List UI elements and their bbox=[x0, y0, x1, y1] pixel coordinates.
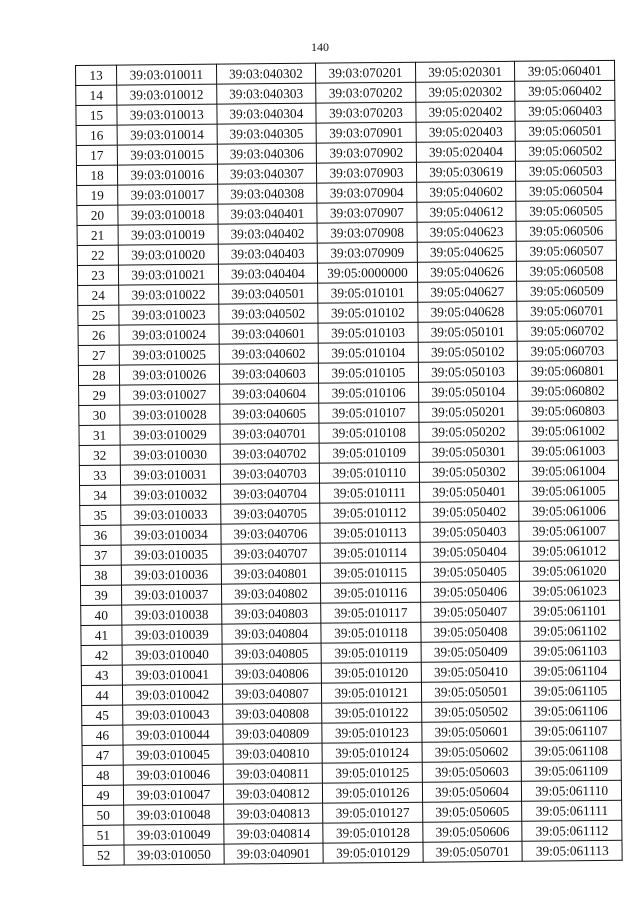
cadastral-number-cell: 39:03:010046 bbox=[123, 764, 223, 785]
cadastral-number-cell: 39:05:061103 bbox=[520, 640, 620, 661]
cadastral-number-cell: 39:03:010022 bbox=[119, 284, 219, 305]
cadastral-number-cell: 39:05:010108 bbox=[319, 422, 419, 443]
cadastral-number-cell: 39:05:061002 bbox=[518, 420, 618, 441]
row-number: 41 bbox=[81, 625, 122, 645]
cadastral-number-cell: 39:03:040813 bbox=[223, 803, 323, 824]
cadastral-number-cell: 39:05:050501 bbox=[421, 681, 521, 702]
cadastral-number-cell: 39:03:040305 bbox=[217, 123, 317, 144]
cadastral-number-cell: 39:03:040704 bbox=[220, 483, 320, 504]
cadastral-number-cell: 39:03:010024 bbox=[119, 324, 219, 345]
cadastral-number-cell: 39:03:010013 bbox=[117, 104, 217, 125]
cadastral-number-cell: 39:05:010129 bbox=[323, 842, 423, 863]
cadastral-number-cell: 39:03:070202 bbox=[316, 82, 416, 103]
row-number: 20 bbox=[77, 205, 118, 225]
cadastral-number-cell: 39:05:010118 bbox=[321, 622, 421, 643]
cadastral-number-cell: 39:05:010112 bbox=[320, 502, 420, 523]
cadastral-number-cell: 39:05:060509 bbox=[517, 280, 617, 301]
cadastral-number-cell: 39:03:040703 bbox=[220, 463, 320, 484]
cadastral-number-cell: 39:05:040628 bbox=[418, 301, 518, 322]
cadastral-number-cell: 39:03:040404 bbox=[218, 263, 318, 284]
row-number: 51 bbox=[83, 825, 124, 845]
cadastral-number-cell: 39:05:061109 bbox=[522, 760, 622, 781]
cadastral-number-cell: 39:05:0000000 bbox=[318, 262, 418, 283]
cadastral-number-cell: 39:03:010012 bbox=[117, 84, 217, 105]
cadastral-number-cell: 39:05:050102 bbox=[418, 341, 518, 362]
cadastral-number-cell: 39:03:010014 bbox=[117, 124, 217, 145]
row-number: 39 bbox=[80, 585, 121, 605]
row-number: 22 bbox=[77, 245, 118, 265]
row-number: 19 bbox=[77, 185, 118, 205]
cadastral-number-cell: 39:05:061105 bbox=[521, 680, 621, 701]
cadastral-number-cell: 39:05:061106 bbox=[521, 700, 621, 721]
row-number: 31 bbox=[79, 425, 120, 445]
cadastral-number-cell: 39:03:010035 bbox=[121, 544, 221, 565]
cadastral-number-cell: 39:05:050502 bbox=[421, 701, 521, 722]
row-number: 26 bbox=[78, 325, 119, 345]
cadastral-number-cell: 39:03:010015 bbox=[117, 144, 217, 165]
cadastral-number-cell: 39:03:040303 bbox=[216, 83, 316, 104]
row-number: 28 bbox=[78, 365, 119, 385]
cadastral-number-cell: 39:05:060401 bbox=[515, 60, 615, 81]
cadastral-number-cell: 39:05:050406 bbox=[420, 581, 520, 602]
cadastral-number-cell: 39:03:070904 bbox=[317, 182, 417, 203]
cadastral-number-cell: 39:05:050404 bbox=[420, 541, 520, 562]
cadastral-number-cell: 39:03:070909 bbox=[317, 242, 417, 263]
cadastral-number-cell: 39:03:040806 bbox=[222, 663, 322, 684]
row-number: 33 bbox=[79, 465, 120, 485]
cadastral-number-cell: 39:05:061012 bbox=[519, 540, 619, 561]
cadastral-number-cell: 39:05:010127 bbox=[323, 802, 423, 823]
cadastral-number-cell: 39:03:040705 bbox=[220, 503, 320, 524]
cadastral-number-cell: 39:05:040623 bbox=[417, 221, 517, 242]
cadastral-number-cell: 39:03:010016 bbox=[117, 164, 217, 185]
cadastral-number-cell: 39:05:010101 bbox=[318, 282, 418, 303]
cadastral-number-cell: 39:03:040501 bbox=[218, 283, 318, 304]
cadastral-number-cell: 39:05:010116 bbox=[321, 582, 421, 603]
cadastral-number-cell: 39:05:010107 bbox=[319, 402, 419, 423]
cadastral-number-cell: 39:05:060402 bbox=[515, 80, 615, 101]
cadastral-number-cell: 39:03:010029 bbox=[120, 424, 220, 445]
cadastral-number-cell: 39:03:010021 bbox=[118, 264, 218, 285]
cadastral-number-cell: 39:03:040701 bbox=[220, 423, 320, 444]
row-number: 14 bbox=[76, 85, 117, 105]
cadastral-number-cell: 39:05:010102 bbox=[318, 302, 418, 323]
cadastral-number-cell: 39:03:040802 bbox=[221, 583, 321, 604]
cadastral-number-cell: 39:03:040811 bbox=[223, 763, 323, 784]
cadastral-number-cell: 39:05:061006 bbox=[519, 500, 619, 521]
cadastral-number-cell: 39:05:050101 bbox=[418, 321, 518, 342]
cadastral-number-cell: 39:05:060701 bbox=[517, 300, 617, 321]
cadastral-number-cell: 39:05:050302 bbox=[419, 461, 519, 482]
cadastral-number-cell: 39:05:010119 bbox=[321, 642, 421, 663]
cadastral-number-cell: 39:03:040804 bbox=[221, 623, 321, 644]
cadastral-number-cell: 39:05:061108 bbox=[521, 740, 621, 761]
row-number: 42 bbox=[81, 645, 122, 665]
cadastral-number-cell: 39:05:010109 bbox=[319, 442, 419, 463]
page-number: 140 bbox=[311, 40, 329, 54]
cadastral-number-cell: 39:03:040302 bbox=[216, 63, 316, 84]
cadastral-number-cell: 39:03:010037 bbox=[121, 584, 221, 605]
row-number: 48 bbox=[82, 765, 123, 785]
cadastral-number-cell: 39:03:010039 bbox=[122, 624, 222, 645]
cadastral-number-cell: 39:03:010032 bbox=[121, 484, 221, 505]
cadastral-number-cell: 39:05:040625 bbox=[417, 241, 517, 262]
cadastral-number-cell: 39:03:010017 bbox=[118, 184, 218, 205]
cadastral-number-cell: 39:05:050403 bbox=[420, 521, 520, 542]
cadastral-number-cell: 39:03:010040 bbox=[122, 644, 222, 665]
cadastral-number-cell: 39:05:060801 bbox=[518, 360, 618, 381]
cadastral-number-cell: 39:03:040805 bbox=[222, 643, 322, 664]
cadastral-number-cell: 39:05:010128 bbox=[323, 822, 423, 843]
cadastral-number-cell: 39:03:010025 bbox=[119, 344, 219, 365]
cadastral-number-cell: 39:05:060802 bbox=[518, 380, 618, 401]
cadastral-number-cell: 39:05:050103 bbox=[418, 361, 518, 382]
cadastral-number-cell: 39:05:060502 bbox=[516, 140, 616, 161]
cadastral-number-cell: 39:05:061005 bbox=[519, 480, 619, 501]
cadastral-number-cell: 39:05:020403 bbox=[416, 121, 516, 142]
cadastral-number-cell: 39:03:040402 bbox=[218, 223, 318, 244]
row-number: 40 bbox=[81, 605, 122, 625]
cadastral-number-cell: 39:05:050603 bbox=[422, 761, 522, 782]
cadastral-number-cell: 39:03:040602 bbox=[219, 343, 319, 364]
row-number: 30 bbox=[79, 405, 120, 425]
cadastral-number-cell: 39:05:061102 bbox=[520, 620, 620, 641]
cadastral-number-cell: 39:05:020302 bbox=[415, 81, 515, 102]
cadastral-number-cell: 39:05:010111 bbox=[320, 482, 420, 503]
cadastral-number-cell: 39:05:061113 bbox=[522, 840, 622, 861]
cadastral-number-cell: 39:03:040809 bbox=[222, 723, 322, 744]
cadastral-number-cell: 39:05:010113 bbox=[320, 522, 420, 543]
cadastral-number-cell: 39:05:050201 bbox=[419, 401, 519, 422]
row-number: 46 bbox=[82, 725, 123, 745]
cadastral-number-cell: 39:05:061107 bbox=[521, 720, 621, 741]
cadastral-number-cell: 39:05:061101 bbox=[520, 600, 620, 621]
cadastral-number-cell: 39:05:010125 bbox=[322, 762, 422, 783]
row-number: 47 bbox=[82, 745, 123, 765]
cadastral-number-cell: 39:03:010042 bbox=[122, 684, 222, 705]
row-number: 38 bbox=[80, 565, 121, 585]
row-number: 15 bbox=[76, 105, 117, 125]
row-number: 24 bbox=[78, 285, 119, 305]
cadastral-number-cell: 39:03:010034 bbox=[121, 524, 221, 545]
cadastral-number-cell: 39:05:010110 bbox=[320, 462, 420, 483]
cadastral-number-cell: 39:05:050410 bbox=[421, 661, 521, 682]
cadastral-number-cell: 39:05:060703 bbox=[518, 340, 618, 361]
row-number: 35 bbox=[80, 505, 121, 525]
cadastral-number-cell: 39:05:060504 bbox=[516, 180, 616, 201]
cadastral-number-cell: 39:03:040604 bbox=[219, 383, 319, 404]
cadastral-number-cell: 39:03:010050 bbox=[124, 844, 224, 865]
row-number: 29 bbox=[79, 385, 120, 405]
cadastral-quarters-table bbox=[75, 60, 623, 866]
row-number: 44 bbox=[81, 685, 122, 705]
row-number: 34 bbox=[80, 485, 121, 505]
cadastral-number-cell: 39:05:061007 bbox=[519, 520, 619, 541]
cadastral-number-cell: 39:03:010048 bbox=[124, 804, 224, 825]
table-body bbox=[76, 60, 623, 865]
cadastral-number-cell: 39:05:040627 bbox=[417, 281, 517, 302]
cadastral-number-cell: 39:05:040626 bbox=[417, 261, 517, 282]
cadastral-number-cell: 39:03:040808 bbox=[222, 703, 322, 724]
cadastral-number-cell: 39:05:010121 bbox=[322, 682, 422, 703]
row-number: 23 bbox=[77, 265, 118, 285]
cadastral-number-cell: 39:03:010043 bbox=[123, 704, 223, 725]
row-number: 36 bbox=[80, 525, 121, 545]
cadastral-number-cell: 39:03:010020 bbox=[118, 244, 218, 265]
cadastral-number-cell: 39:05:061112 bbox=[522, 820, 622, 841]
cadastral-number-cell: 39:03:070201 bbox=[316, 62, 416, 83]
cadastral-number-cell: 39:03:010047 bbox=[123, 784, 223, 805]
row-number: 49 bbox=[82, 785, 123, 805]
cadastral-number-cell: 39:05:060403 bbox=[515, 100, 615, 121]
cadastral-number-cell: 39:05:050606 bbox=[423, 821, 523, 842]
cadastral-number-cell: 39:05:050408 bbox=[421, 621, 521, 642]
cadastral-number-cell: 39:03:010031 bbox=[120, 464, 220, 485]
cadastral-number-cell: 39:03:040304 bbox=[216, 103, 316, 124]
cadastral-number-cell: 39:03:040502 bbox=[218, 303, 318, 324]
cadastral-number-cell: 39:03:040401 bbox=[217, 203, 317, 224]
cadastral-number-cell: 39:05:061110 bbox=[522, 780, 622, 801]
cadastral-number-cell: 39:03:040601 bbox=[219, 323, 319, 344]
row-number: 13 bbox=[76, 65, 117, 85]
cadastral-number-cell: 39:05:050402 bbox=[419, 501, 519, 522]
cadastral-number-cell: 39:03:070901 bbox=[316, 122, 416, 143]
cadastral-number-cell: 39:05:050605 bbox=[422, 801, 522, 822]
cadastral-number-cell: 39:05:010103 bbox=[318, 322, 418, 343]
cadastral-number-cell: 39:03:010038 bbox=[122, 604, 222, 625]
cadastral-number-cell: 39:05:060702 bbox=[517, 320, 617, 341]
cadastral-number-cell: 39:03:040403 bbox=[218, 243, 318, 264]
cadastral-number-cell: 39:05:061111 bbox=[522, 800, 622, 821]
cadastral-number-cell: 39:05:061004 bbox=[519, 460, 619, 481]
row-number: 17 bbox=[76, 145, 117, 165]
cadastral-number-cell: 39:03:040901 bbox=[224, 843, 324, 864]
cadastral-number-cell: 39:05:050601 bbox=[422, 721, 522, 742]
cadastral-number-cell: 39:03:010011 bbox=[117, 64, 217, 85]
cadastral-number-cell: 39:05:050405 bbox=[420, 561, 520, 582]
cadastral-number-cell: 39:03:010030 bbox=[120, 444, 220, 465]
row-number: 50 bbox=[83, 805, 124, 825]
cadastral-number-cell: 39:03:040801 bbox=[221, 563, 321, 584]
cadastral-number-cell: 39:05:060505 bbox=[516, 200, 616, 221]
row-number: 43 bbox=[81, 665, 122, 685]
cadastral-number-cell: 39:03:010028 bbox=[120, 404, 220, 425]
cadastral-number-cell: 39:05:050202 bbox=[419, 421, 519, 442]
cadastral-number-cell: 39:05:050604 bbox=[422, 781, 522, 802]
cadastral-number-cell: 39:03:040702 bbox=[220, 443, 320, 464]
cadastral-number-cell: 39:05:010124 bbox=[322, 742, 422, 763]
cadastral-number-cell: 39:03:040307 bbox=[217, 163, 317, 184]
cadastral-number-cell: 39:05:060508 bbox=[517, 260, 617, 281]
cadastral-number-cell: 39:03:040807 bbox=[222, 683, 322, 704]
cadastral-number-cell: 39:05:050602 bbox=[422, 741, 522, 762]
cadastral-number-cell: 39:05:050409 bbox=[421, 641, 521, 662]
cadastral-number-cell: 39:05:020404 bbox=[416, 141, 516, 162]
cadastral-number-cell: 39:03:040308 bbox=[217, 183, 317, 204]
cadastral-number-cell: 39:03:010041 bbox=[122, 664, 222, 685]
cadastral-number-cell: 39:05:020301 bbox=[415, 61, 515, 82]
cadastral-number-cell: 39:05:010123 bbox=[322, 722, 422, 743]
row-number: 52 bbox=[83, 845, 124, 865]
cadastral-number-cell: 39:03:070902 bbox=[316, 142, 416, 163]
cadastral-number-cell: 39:03:010026 bbox=[119, 364, 219, 385]
cadastral-number-cell: 39:03:040803 bbox=[221, 603, 321, 624]
cadastral-number-cell: 39:05:060503 bbox=[516, 160, 616, 181]
cadastral-number-cell: 39:03:010018 bbox=[118, 204, 218, 225]
cadastral-number-cell: 39:03:070903 bbox=[317, 162, 417, 183]
cadastral-number-cell: 39:05:030619 bbox=[416, 161, 516, 182]
cadastral-number-cell: 39:05:060501 bbox=[515, 120, 615, 141]
cadastral-number-cell: 39:03:040707 bbox=[221, 543, 321, 564]
cadastral-number-cell: 39:05:010115 bbox=[320, 562, 420, 583]
cadastral-number-cell: 39:03:040306 bbox=[217, 143, 317, 164]
row-number: 37 bbox=[80, 545, 121, 565]
cadastral-number-cell: 39:03:010027 bbox=[120, 384, 220, 405]
cadastral-number-cell: 39:03:070907 bbox=[317, 202, 417, 223]
cadastral-number-cell: 39:05:060507 bbox=[517, 240, 617, 261]
cadastral-number-cell: 39:05:020402 bbox=[416, 101, 516, 122]
cadastral-number-cell: 39:05:061104 bbox=[521, 660, 621, 681]
cadastral-number-cell: 39:05:010114 bbox=[320, 542, 420, 563]
cadastral-number-cell: 39:05:010122 bbox=[322, 702, 422, 723]
cadastral-number-cell: 39:03:040810 bbox=[223, 743, 323, 764]
cadastral-number-cell: 39:03:040812 bbox=[223, 783, 323, 804]
cadastral-number-cell: 39:05:061020 bbox=[520, 560, 620, 581]
cadastral-number-cell: 39:03:010033 bbox=[121, 504, 221, 525]
cadastral-number-cell: 39:03:010036 bbox=[121, 564, 221, 585]
cadastral-number-cell: 39:05:010104 bbox=[318, 342, 418, 363]
cadastral-number-cell: 39:05:050407 bbox=[420, 601, 520, 622]
cadastral-number-cell: 39:05:010126 bbox=[323, 782, 423, 803]
cadastral-number-cell: 39:05:061023 bbox=[520, 580, 620, 601]
cadastral-number-cell: 39:05:040602 bbox=[416, 181, 516, 202]
cadastral-number-cell: 39:03:070203 bbox=[316, 102, 416, 123]
cadastral-number-cell: 39:03:010044 bbox=[123, 724, 223, 745]
cadastral-number-cell: 39:05:061003 bbox=[519, 440, 619, 461]
row-number: 25 bbox=[78, 305, 119, 325]
cadastral-number-cell: 39:05:010117 bbox=[321, 602, 421, 623]
cadastral-number-cell: 39:03:010023 bbox=[119, 304, 219, 325]
cadastral-number-cell: 39:03:010049 bbox=[124, 824, 224, 845]
row-number: 18 bbox=[76, 165, 117, 185]
cadastral-number-cell: 39:05:010120 bbox=[321, 662, 421, 683]
cadastral-number-cell: 39:05:050701 bbox=[423, 841, 523, 862]
cadastral-number-cell: 39:03:040605 bbox=[219, 403, 319, 424]
cadastral-number-cell: 39:05:060803 bbox=[518, 400, 618, 421]
cadastral-number-cell: 39:05:050401 bbox=[419, 481, 519, 502]
cadastral-number-cell: 39:05:060506 bbox=[516, 220, 616, 241]
cadastral-number-cell: 39:03:070908 bbox=[317, 222, 417, 243]
cadastral-number-cell: 39:05:050301 bbox=[419, 441, 519, 462]
cadastral-number-cell: 39:03:040706 bbox=[221, 523, 321, 544]
cadastral-number-cell: 39:03:040814 bbox=[223, 823, 323, 844]
row-number: 32 bbox=[79, 445, 120, 465]
row-number: 16 bbox=[76, 125, 117, 145]
row-number: 45 bbox=[82, 705, 123, 725]
cadastral-number-cell: 39:03:010019 bbox=[118, 224, 218, 245]
cadastral-number-cell: 39:05:010105 bbox=[319, 362, 419, 383]
row-number: 21 bbox=[77, 225, 118, 245]
cadastral-number-cell: 39:05:050104 bbox=[418, 381, 518, 402]
cadastral-number-cell: 39:05:010106 bbox=[319, 382, 419, 403]
cadastral-number-cell: 39:03:040603 bbox=[219, 363, 319, 384]
row-number: 27 bbox=[78, 345, 119, 365]
cadastral-number-cell: 39:03:010045 bbox=[123, 744, 223, 765]
cadastral-number-cell: 39:05:040612 bbox=[417, 201, 517, 222]
